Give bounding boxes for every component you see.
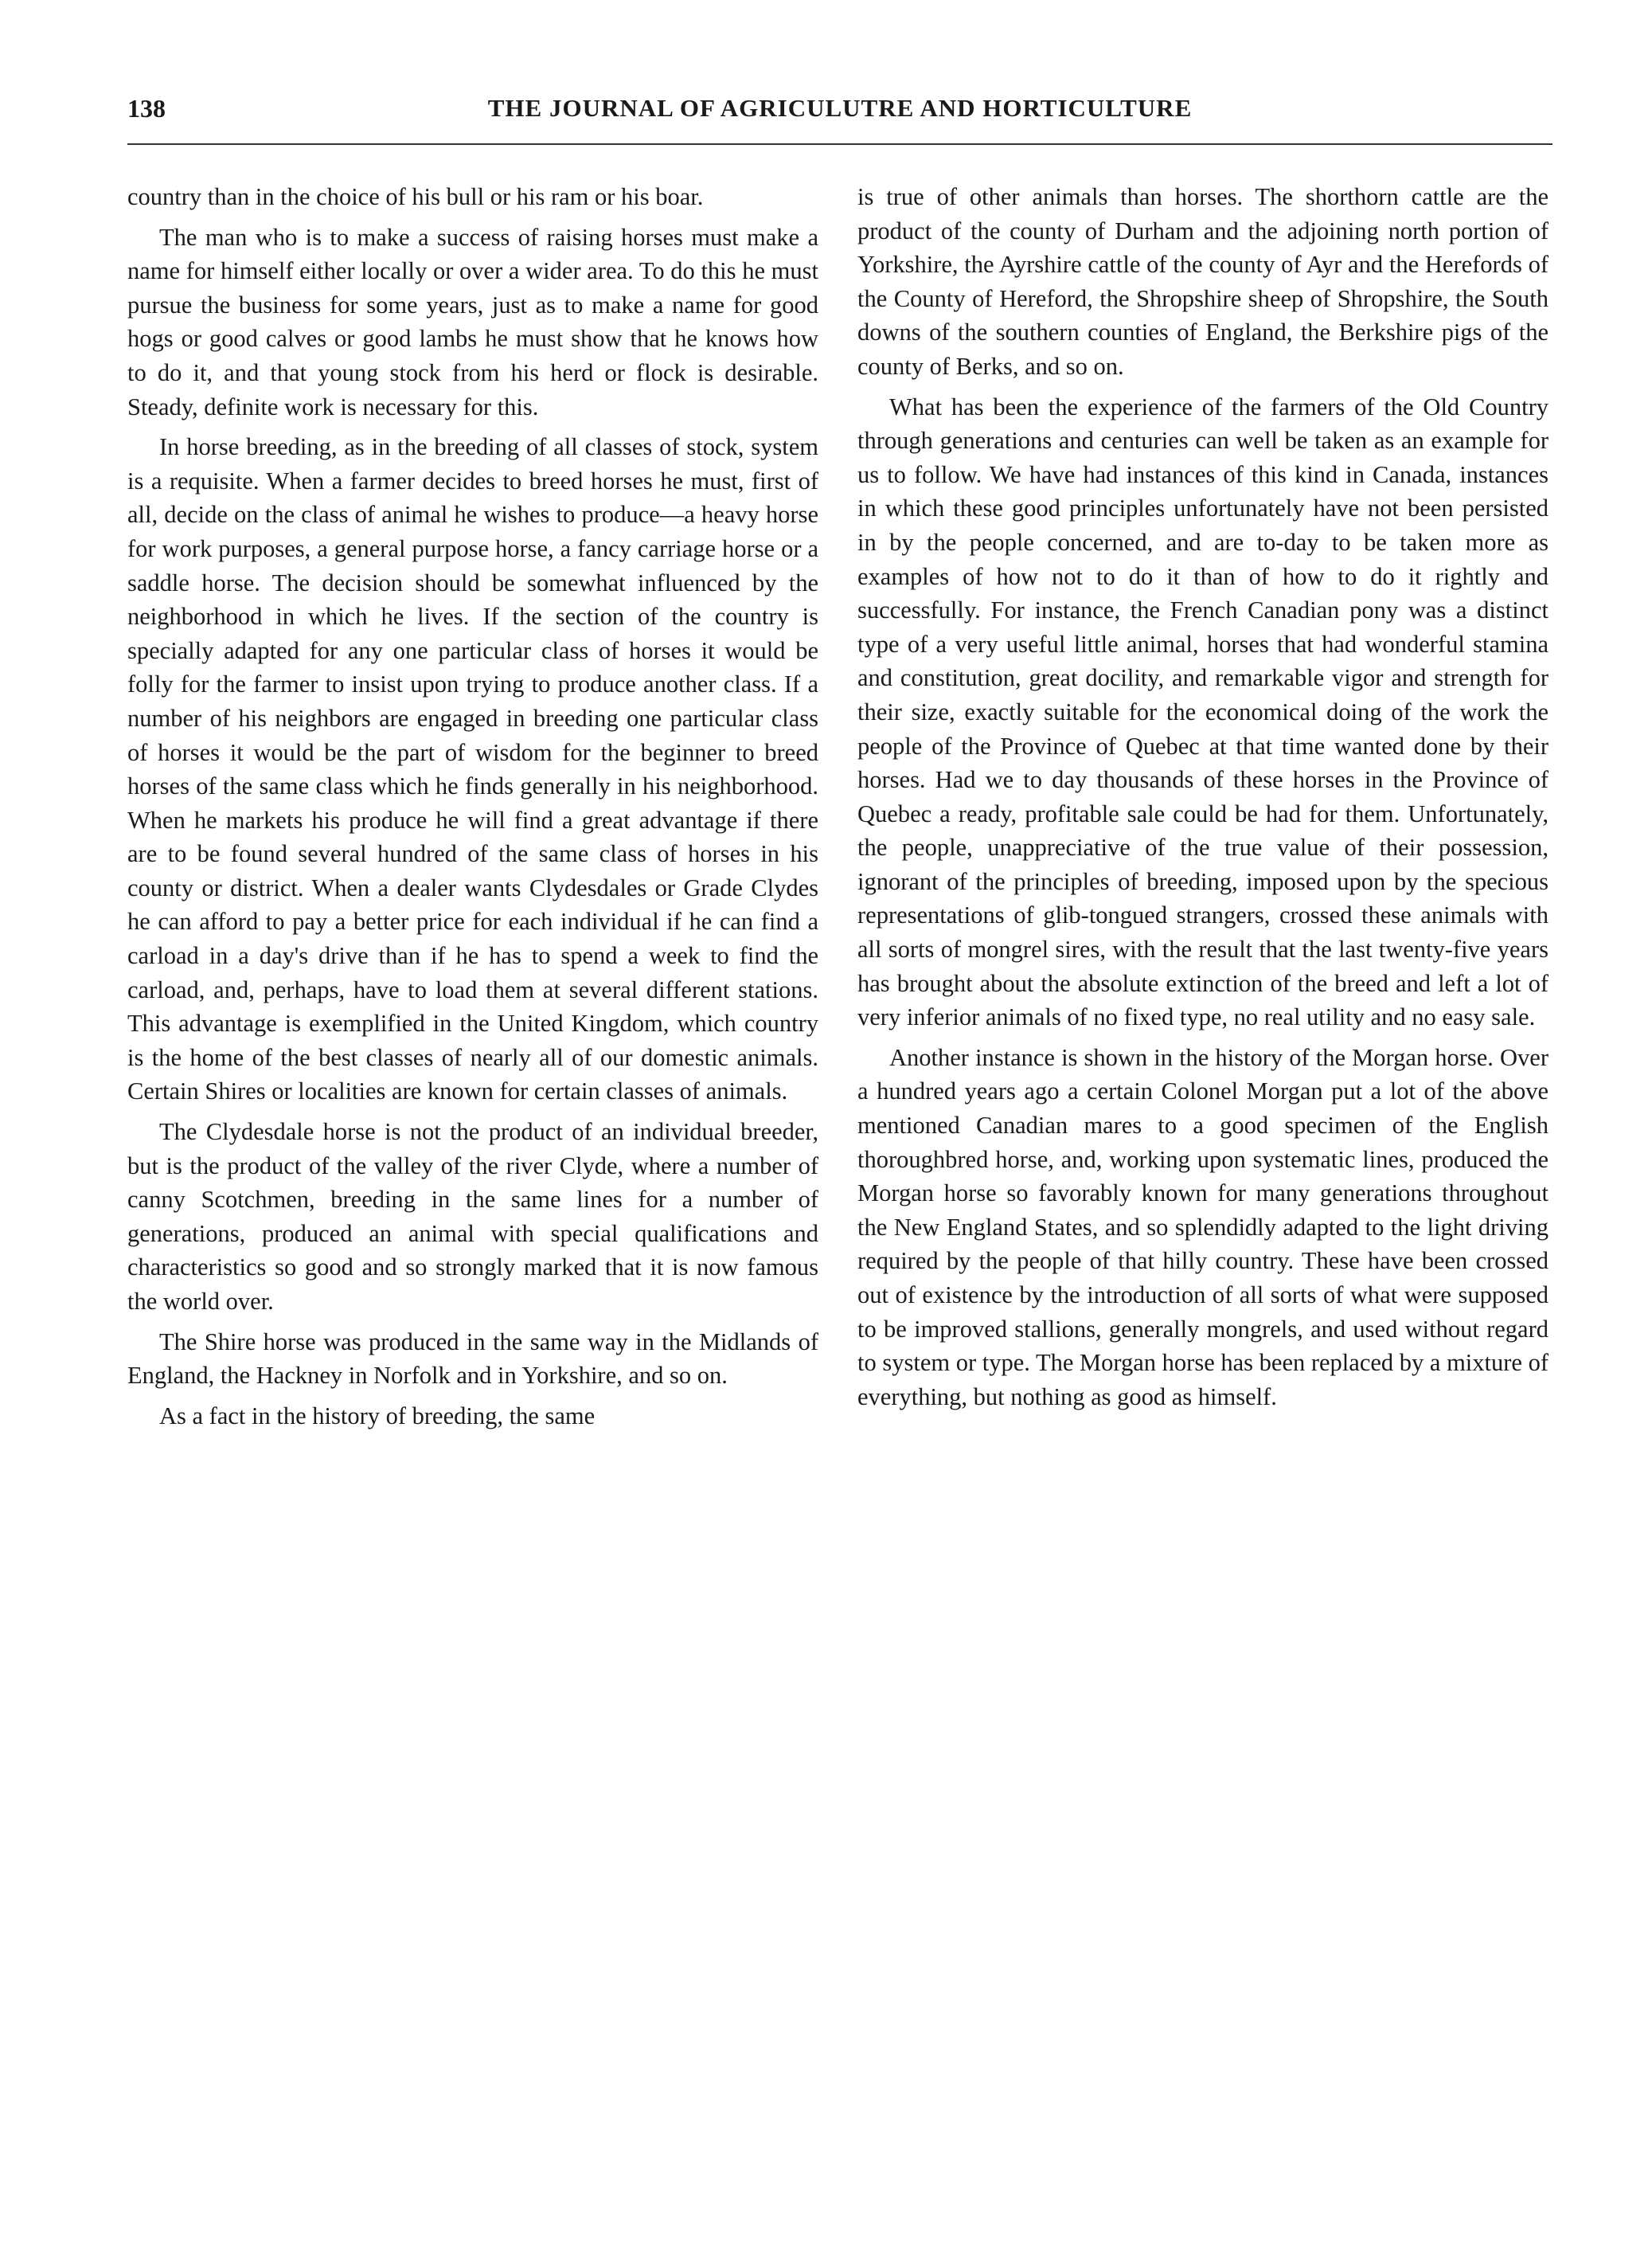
paragraph: The Shire horse was produced in the same way in the Midlands of England, the Hackney in Norfolk and in Yorkshire, and so on. xyxy=(127,1328,818,1390)
paragraph: country than in the choice of his bull or his ram or his boar. xyxy=(127,183,704,210)
right-column xyxy=(857,180,1549,1420)
paragraph: Another instance is shown in the history of the Morgan horse. Over a hundred years ago a certain Colonel Morgan put a lot of the above mentioned Canadian mares to a good specimen of the English thoroughbred horse, and, working upon systematic lines, produced the Morgan horse so favorably known for many generations throughout the New England States, and so splendidly adapted to the light driving required by the people of that hilly country. These have been crossed out of existence by the introduction of all sorts of what were supposed to be improved stallions, generally mongrels, and used without regard to system or type. The Morgan horse has been replaced by a mixture of everything, but nothing as good as himself. xyxy=(857,1043,1549,1410)
header-rule xyxy=(127,143,1552,145)
running-header xyxy=(127,94,1552,134)
paragraph: As a fact in the history of breeding, the same xyxy=(159,1402,596,1429)
paragraph: In horse breeding, as in the breeding of all classes of stock, system is a requisite. When a farmer decides to breed horses he must, first of all, decide on the class of animal he wishes to produce—a heavy horse for work purposes, a general purpose horse, a fancy carriage horse or a saddle horse. The decision should be somewhat influenced by the neighborhood in which he lives. If the section of the country is specially adapted for any one particular class of horses it would be folly for the farmer to insist upon trying to produce another class. If a number of his neighbors are engaged in breeding one particular class of horses it would be the part of wisdom for the beginner to breed horses of the same class which he finds generally in his neighborhood. When he markets his produce he will find a great advantage if there are to be found several hundred of the same class of horses in his county or district. When a dealer wants Clydesdales or Grade Clydes he can afford to pay a better price for each individual if he can find a carload in a day's drive than if he has to spend a week to find the carload, and, perhaps, have to load them at several different stations. This advantage is exemplified in the United Kingdom, which country is the home of the best classes of nearly all of our domestic animals. Certain Shires or localities are known for certain classes of animals. xyxy=(127,433,818,1105)
left-column xyxy=(127,180,818,1439)
paragraph: The man who is to make a success of raising horses must make a name for himself either locally or over a wider area. To do this he must pursue the business for some years, just as to make a name for good hogs or good calves or good lambs he must show that he knows how to do it, and that young stock from his herd or flock is desirable. Steady, definite work is necessary for this. xyxy=(127,223,818,420)
journal-title: THE JOURNAL OF AGRICULUTRE AND HORTICULTURE xyxy=(487,94,1193,122)
page-number: 138 xyxy=(127,94,166,123)
paragraph: What has been the experience of the farmers of the Old Country through generations and centuries can well be taken as an example for us to follow. We have had instances of this kind in Canada, instances in which these good principles unfortunately have not been persisted in by the people concerned, and are to-day to be taken more as examples of how not to do it than of how to do it rightly and successfully. For instance, the French Canadian pony was a distinct type of a very useful little animal, horses that had wonderful stamina and constitution, great docility, and remarkable vigor and strength for their size, exactly suitable for the economical doing of the work the people of the Province of Quebec at that time wanted done by their horses. Had we to day thousands of these horses in the Province of Quebec a ready, profitable sale could be had for them. Unfortunately, the people, unappreciative of the true value of their possession, ignorant of the principles of breeding, imposed upon by the specious representations of glib-tongued strangers, crossed these animals with all sorts of mongrel sires, with the result that the last twenty-five years has brought about the absolute extinction of the breed and left a lot of very inferior animals of no fixed type, no real utility and no easy sale. xyxy=(857,393,1549,1031)
paragraph: The Clydesdale horse is not the product of an individual breeder, but is the product of the valley of the river Clyde, where a number of canny Scotchmen, breeding in the same lines for a number of generations, produced an animal with special qualifications and characteristics so good and so strongly marked that it is now famous the world over. xyxy=(127,1118,818,1315)
paragraph: is true of other animals than horses. The shorthorn cattle are the product of the county of Durham and the adjoining north portion of Yorkshire, the Ayrshire cattle of the county of Ayr and the Herefords of the County of Hereford, the Shropshire sheep of Shropshire, the South downs of the southern counties of England, the Berkshire pigs of the county of Berks, and so on. xyxy=(857,183,1549,380)
